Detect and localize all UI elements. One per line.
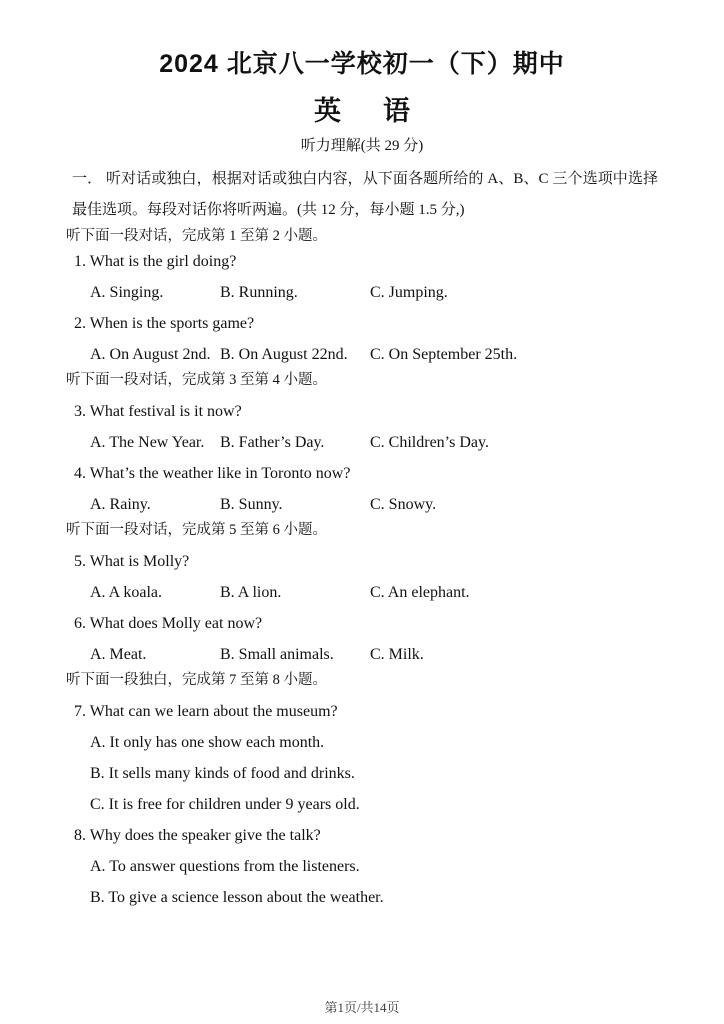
listening-direction-3: 听下面一段对话，完成第 5 至第 6 小题。 <box>66 522 327 538</box>
question-6-option-a: A. Meat. <box>90 646 147 663</box>
footer-page-number: 第1页/共14页 <box>324 1000 400 1015</box>
question-5-option-c: C. An elephant. <box>370 584 470 601</box>
section-instructions: 一． 听对话或独白，根据对话或独白内容，从下面各题所给的 A、B、C 三个选项中选择最佳选项。每段对话你将听两遍。(共 12 分，每小题 1.5 分,) <box>72 171 658 218</box>
question-5-options <box>0 577 724 608</box>
question-3-option-a: A. The New Year. <box>90 434 205 451</box>
question-2-option-a: A. On August 2nd. <box>90 346 211 363</box>
question-3-option-b: B. Father’s Day. <box>220 434 325 451</box>
question-3: 3. What festival is it now? <box>74 403 242 420</box>
question-2-option-b: B. On August 22nd. <box>220 346 348 363</box>
question-2: 2. When is the sports game? <box>74 315 255 332</box>
question-4-option-c: C. Snowy. <box>370 496 437 513</box>
question-1-option-b: B. Running. <box>220 284 298 301</box>
question-4-option-b: B. Sunny. <box>220 496 283 513</box>
listening-direction-4: 听下面一段独白，完成第 7 至第 8 小题。 <box>66 672 327 688</box>
question-7-option-a: A. It only has one show each month. <box>90 734 325 751</box>
page-title: 2024 北京八一学校初一（下）期中 <box>159 50 565 78</box>
question-6-option-c: C. Milk. <box>370 646 424 663</box>
question-6-option-b: B. Small animals. <box>220 646 334 663</box>
question-3-options <box>0 427 724 458</box>
question-5-option-b: B. A lion. <box>220 584 282 601</box>
question-4: 4. What’s the weather like in Toronto now? <box>74 465 351 482</box>
question-8-option-b: B. To give a science lesson about the weather. <box>90 889 384 906</box>
subject-heading <box>0 94 724 128</box>
question-4-option-a: A. Rainy. <box>90 496 151 513</box>
question-2-option-c: C. On September 25th. <box>370 346 518 363</box>
question-1-options <box>0 277 724 308</box>
question-5: 5. What is Molly? <box>74 553 190 570</box>
question-7-option-b: B. It sells many kinds of food and drinks. <box>90 765 355 782</box>
question-3-option-c: C. Children’s Day. <box>370 434 489 451</box>
subject-char-left: 英 <box>314 96 341 126</box>
question-8-option-a: A. To answer questions from the listeners. <box>90 858 360 875</box>
question-1-option-c: C. Jumping. <box>370 284 448 301</box>
question-6: 6. What does Molly eat now? <box>74 615 263 632</box>
listening-direction-1: 听下面一段对话，完成第 1 至第 2 小题。 <box>66 228 327 244</box>
question-7-option-c: C. It is free for children under 9 years old. <box>90 796 360 813</box>
question-8: 8. Why does the speaker give the talk? <box>74 827 321 844</box>
section-heading: 听力理解(共 29 分) <box>300 138 424 154</box>
subject-char-right: 语 <box>383 96 410 126</box>
question-1-option-a: A. Singing. <box>90 284 164 301</box>
question-1: 1. What is the girl doing? <box>74 253 237 270</box>
question-7: 7. What can we learn about the museum? <box>74 703 338 720</box>
listening-direction-2: 听下面一段对话，完成第 3 至第 4 小题。 <box>66 372 327 388</box>
question-5-option-a: A. A koala. <box>90 584 162 601</box>
